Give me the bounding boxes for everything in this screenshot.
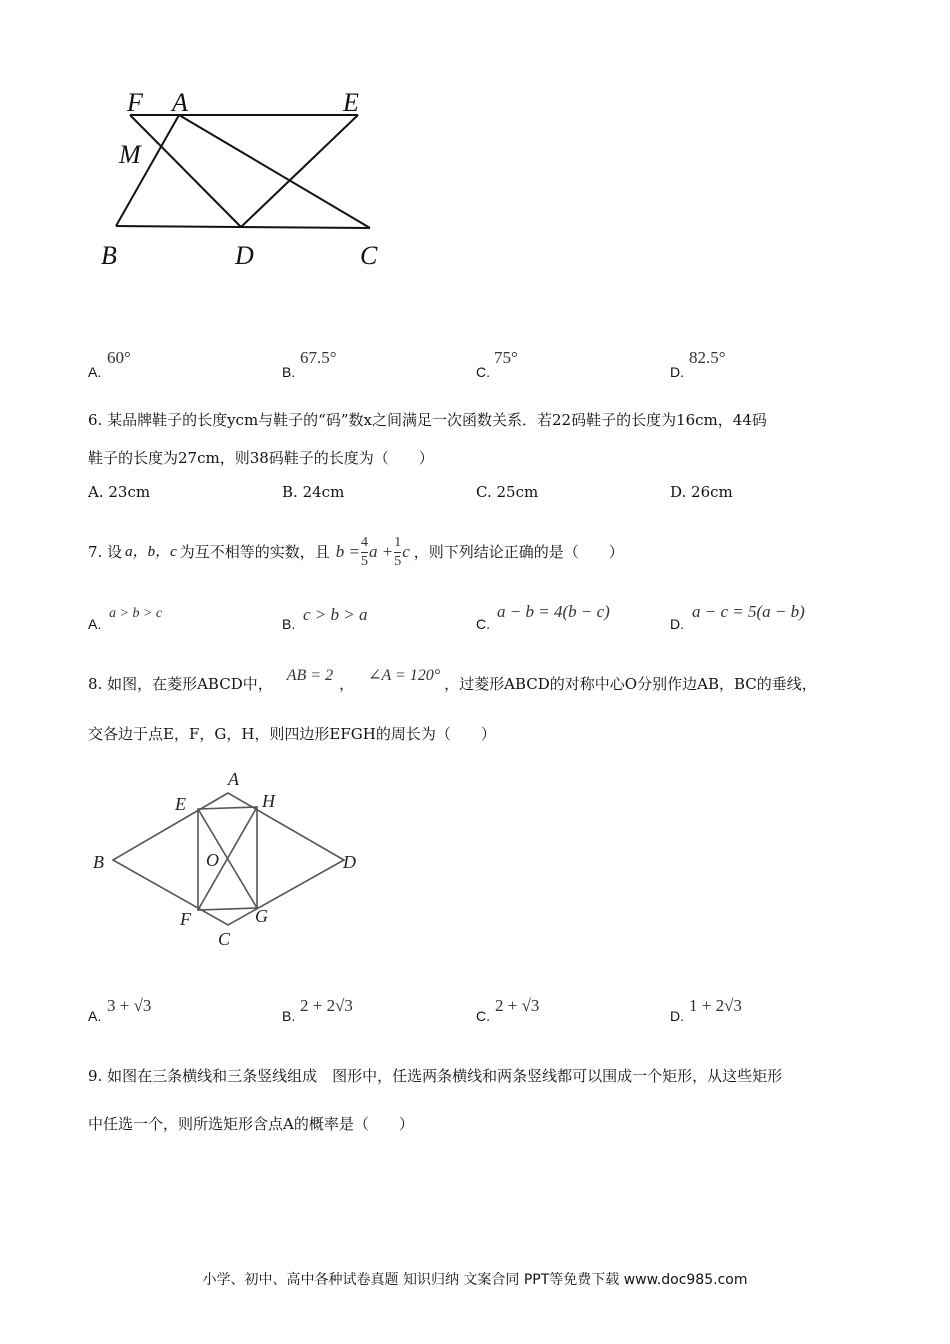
option-label: B. [282, 364, 296, 380]
q8-stem: 8. 如图，在菱形ABCD中， AB = 2 ， ∠A = 120° ，过菱形ABCD的对称中心O分别作边AB，BC的垂线， [88, 667, 817, 693]
label-G: G [255, 906, 268, 926]
option-label: C. [476, 616, 490, 632]
option-value: a > b > c [109, 606, 163, 621]
option-value: 3 + √3 [107, 996, 152, 1015]
label-O: O [206, 850, 219, 870]
option-c: C. 25cm [476, 483, 539, 501]
label-E: E [343, 88, 359, 117]
q6-line2: 鞋子的长度为27cm，则38码鞋子的长度为（ ） [88, 449, 434, 467]
page-footer: 小学、初中、高中各种试卷真题 知识归纳 文案合同 PPT等免费下载 www.doc985.com [202, 1272, 748, 1288]
label-E: E [175, 794, 186, 814]
option-label: C. [476, 1008, 490, 1024]
label-A: A [172, 88, 188, 117]
option-value: c > b > a [303, 605, 368, 624]
option-value: 60° [107, 348, 131, 367]
q8-cond1: AB = 2 [286, 667, 334, 684]
q6-line1: 6. 某品牌鞋子的长度ycm与鞋子的“码”数x之间满足一次函数关系．若22码鞋子的长度为16cm，44码 [88, 411, 767, 429]
option-value: 1 + 2√3 [689, 996, 742, 1015]
option-label: A. [88, 364, 102, 380]
option-label: A. [88, 616, 102, 632]
label-H: H [262, 791, 275, 811]
label-B: B [93, 852, 104, 872]
option-d: D. 26cm [670, 483, 733, 501]
label-D: D [235, 241, 254, 270]
label-M: M [119, 140, 141, 169]
option-value: 2 + 2√3 [300, 996, 353, 1015]
label-F: F [127, 88, 143, 117]
label-C: C [360, 241, 378, 270]
option-value: a − b = 4(b − c) [497, 602, 610, 621]
q7-formula: b = $\frac{4}{5}$ a + $\frac{1}{5}$ c [335, 534, 410, 569]
q7-stem: 7. 设 a，b，c 为互不相等的实数，且 b = $\frac{4}{5}$ a + $\frac{1}{5}$ c ，则下列结论正确的是（ ） [88, 534, 624, 569]
option-label: D. [670, 364, 684, 380]
option-value: 2 + √3 [495, 996, 540, 1015]
label-A: A [228, 769, 239, 789]
label-C: C [218, 929, 231, 949]
option-label: B. [282, 1008, 296, 1024]
figure-rhombus [85, 765, 375, 955]
q8-line2: 交各边于点E，F，G，H，则四边形EFGH的周长为（ ） [88, 725, 496, 743]
q8-cond2: ∠A = 120° [368, 667, 441, 684]
label-B: B [101, 241, 117, 270]
option-b: B. 24cm [282, 483, 345, 501]
figure-triangles [95, 85, 405, 275]
label-F: F [180, 909, 191, 929]
option-label: D. [670, 616, 684, 632]
option-label: B. [282, 616, 296, 632]
option-value: 67.5° [300, 348, 337, 367]
q9-line1: 9. 如图在三条横线和三条竖线组成 图形中，任选两条横线和两条竖线都可以围成一个矩形，从这些矩形 [88, 1067, 783, 1085]
option-value: 82.5° [689, 348, 726, 367]
option-a: A. 23cm [88, 483, 151, 501]
label-D: D [343, 852, 356, 872]
option-value: a − c = 5(a − b) [692, 602, 805, 621]
q9-line2: 中任选一个，则所选矩形含点A的概率是（ ） [88, 1115, 414, 1133]
option-label: D. [670, 1008, 684, 1024]
option-value: 75° [494, 348, 518, 367]
option-label: A. [88, 1008, 102, 1024]
option-label: C. [476, 364, 490, 380]
